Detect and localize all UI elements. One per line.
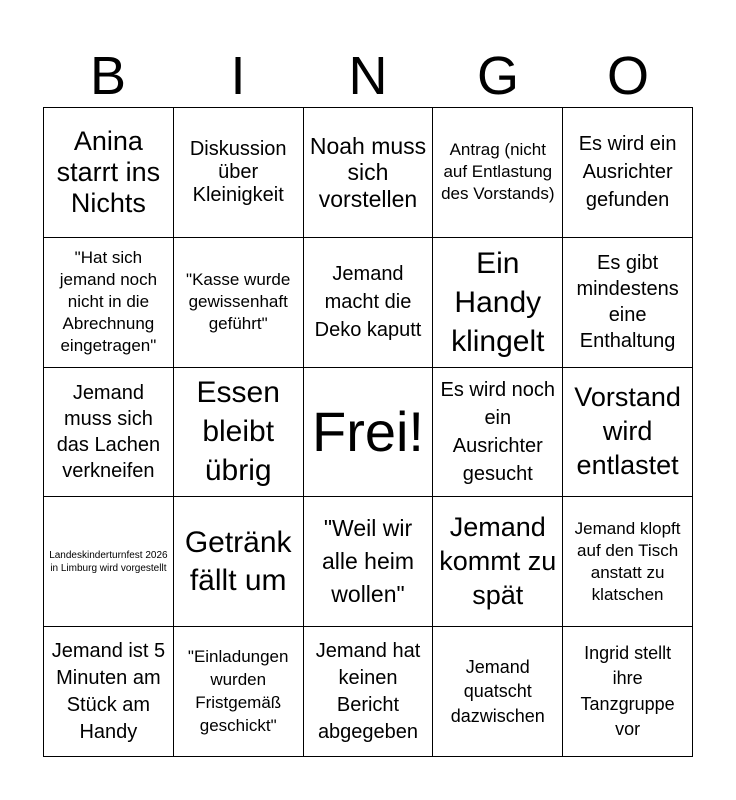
bingo-cell[interactable] — [174, 368, 304, 498]
bingo-cell[interactable] — [433, 238, 563, 368]
cell-text: Es wird noch ein Ausrichter gesucht — [440, 378, 556, 485]
bingo-cell[interactable] — [563, 368, 693, 498]
bingo-cell[interactable] — [563, 497, 693, 627]
cell-text: Jemand quatscht dazwischen — [450, 657, 545, 726]
cell-text: "Hat sich jemand noch nicht in die Abrechnung eingetragen" — [59, 247, 158, 356]
free-cell[interactable] — [304, 368, 434, 498]
cell-text: Es wird ein Ausrichter gefunden — [578, 133, 677, 212]
cell-text: Getränk fällt um — [184, 526, 292, 597]
bingo-cell[interactable] — [304, 108, 434, 238]
bingo-cell[interactable] — [563, 627, 693, 757]
bingo-cell[interactable] — [433, 368, 563, 498]
bingo-cell[interactable] — [174, 238, 304, 368]
header-letter-g: G — [476, 46, 519, 106]
bingo-cell[interactable] — [433, 497, 563, 627]
cell-text: Ingrid stellt ihre Tanzgruppe vor — [580, 643, 675, 739]
bingo-cell[interactable] — [174, 108, 304, 238]
cell-text: "Kasse wurde gewissenhaft geführt" — [186, 270, 291, 334]
bingo-cell[interactable] — [44, 627, 174, 757]
cell-text: "Weil wir alle heim wollen" — [321, 514, 415, 608]
cell-text: Ein Handy klingelt — [451, 246, 545, 358]
bingo-cell[interactable] — [44, 497, 174, 627]
header-letter-b: B — [89, 46, 127, 106]
free-cell-text: Frei! — [311, 399, 424, 463]
bingo-cell[interactable] — [44, 108, 174, 238]
bingo-cell[interactable] — [304, 497, 434, 627]
cell-text: Jemand klopft auf den Tisch anstatt zu klatschen — [574, 518, 681, 604]
cell-text: Jemand ist 5 Minuten am Stück am Handy — [51, 639, 166, 743]
cell-text: Antrag (nicht auf Entlastung des Vorstands) — [441, 140, 555, 204]
cell-text: Jemand muss sich das Lachen verkneifen — [56, 381, 161, 482]
bingo-cell[interactable] — [563, 108, 693, 238]
cell-text: Landeskinderturnfest 2026 in Limburg wird vorgestellt — [49, 549, 168, 574]
bingo-cell[interactable] — [433, 108, 563, 238]
bingo-header — [43, 45, 693, 107]
bingo-cell[interactable] — [174, 497, 304, 627]
cell-text: "Einladungen wurden Fristgemäß geschickt" — [187, 646, 289, 735]
cell-text: Es gibt mindestens eine Enthaltung — [576, 252, 679, 353]
header-letter-o: O — [606, 46, 649, 106]
cell-text: Diskussion über Kleinigkeit — [189, 137, 287, 206]
cell-text: Vorstand wird entlastet — [574, 382, 681, 480]
bingo-cell[interactable] — [304, 627, 434, 757]
bingo-cell[interactable] — [304, 238, 434, 368]
bingo-grid — [43, 107, 693, 757]
cell-text: Jemand hat keinen Bericht abgegeben — [315, 639, 421, 743]
header-letter-i: I — [230, 46, 246, 106]
bingo-cell[interactable] — [174, 627, 304, 757]
bingo-cell[interactable] — [563, 238, 693, 368]
bingo-cell[interactable] — [44, 238, 174, 368]
bingo-cell[interactable] — [433, 627, 563, 757]
cell-text: Anina starrt ins Nichts — [56, 125, 161, 218]
cell-text: Noah muss sich vorstellen — [309, 132, 427, 212]
cell-text: Jemand macht die Deko kaputt — [314, 263, 422, 342]
header-letter-n: N — [348, 46, 388, 106]
cell-text: Essen bleibt übrig — [196, 376, 280, 488]
cell-text: Jemand kommt zu spät — [439, 512, 557, 610]
bingo-cell[interactable] — [44, 368, 174, 498]
